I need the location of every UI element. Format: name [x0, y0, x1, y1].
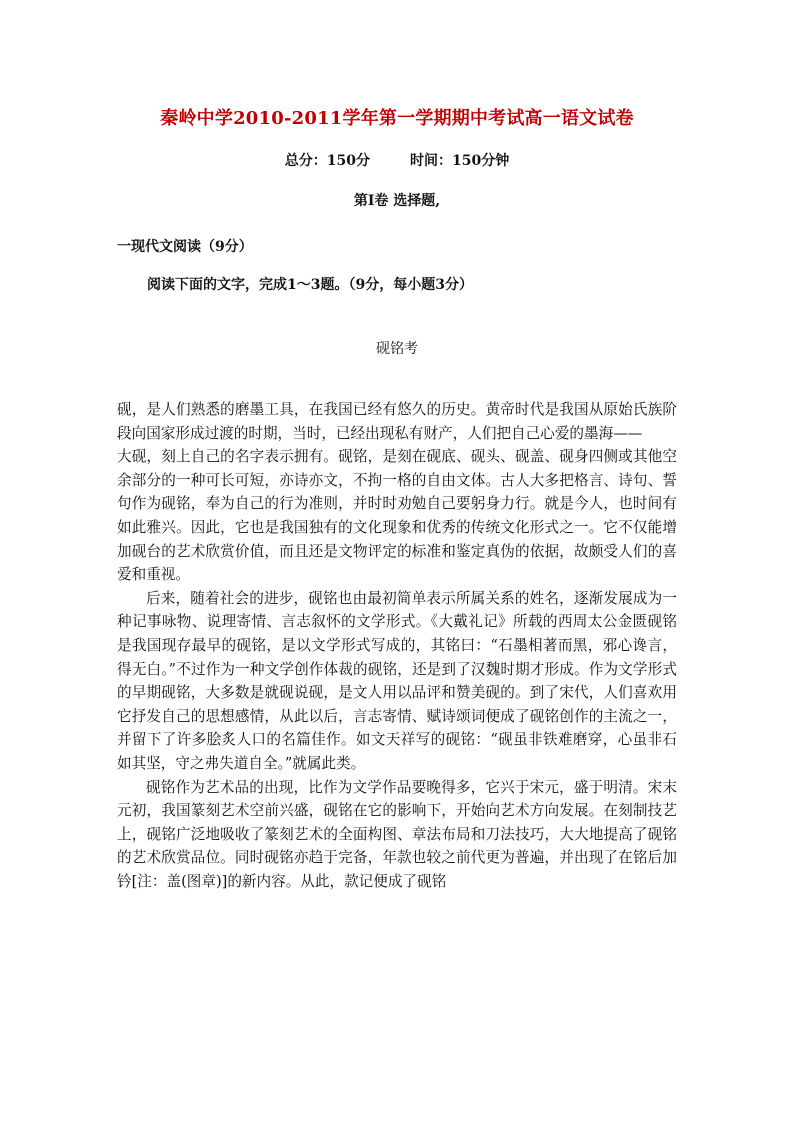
essay-paragraph: 砚，是人们熟悉的磨墨工具，在我国已经有悠久的历史。黄帝时代是我国从原始氏族阶段向国家形成过渡的时期，当时，已经出现私有财产，人们把自己心爱的墨海—— — [117, 401, 677, 442]
exam-meta — [0, 150, 794, 170]
essay-title: 砚铭考 — [376, 341, 418, 357]
reading-instruction: 阅读下面的文字，完成1～3题。（9分，每小题3分） — [147, 277, 473, 293]
part-heading: 第Ⅰ卷 选择题, — [353, 193, 441, 209]
essay-paragraph: 砚铭作为艺术品的出现，比作为文学作品要晚得多，它兴于宋元，盛于明清。宋末元初，我国篆刻艺术空前兴盛，砚铭在它的影响下，开始向艺术方向发展。在刻制技艺上，砚铭广泛地吸收了篆刻艺术的全面构图、章法布局和刀法技巧，大大地提高了砚铭的艺术欣赏品位。同时砚铭亦趋于完备，年款也较之前代更为普遍，并出现了在铭后加钤[注：盖(图章)]的新内容。从此，款记便成了砚铭 — [117, 778, 677, 890]
section-heading: 一现代文阅读（9分） — [117, 239, 253, 255]
total-score: 总分：150分 — [284, 153, 370, 169]
essay-paragraph: 大砚，刻上自己的名字表示拥有。砚铭，是刻在砚底、砚头、砚盖、砚身四侧或其他空余部分的一种可长可短，亦诗亦文，不拘一格的自由文体。古人大多把格言、诗句、誓句作为砚铭，奉为自己的行为准则，并时时劝勉自己要躬身力行。就是今人，也时间有如此雅兴。因此，它也是我国独有的文化现象和优秀的传统文化形式之一。它不仅能增加砚台的艺术欣赏价值，而且还是文物评定的标准和鉴定真伪的依据，故颇受人们的喜爱和重视。 — [117, 448, 677, 584]
exam-time: 时间：150分钟 — [410, 153, 510, 169]
essay-paragraph: 后来，随着社会的进步，砚铭也由最初简单表示所属关系的姓名，逐渐发展成为一种记事咏物、说理寄情、言志叙怀的文学形式。《大戴礼记》所载的西周太公金匮砚铭是我国现存最早的砚铭，是以文学形式写成的，其铭曰：“石墨相著而黑，邪心谗言，得无白。”不过作为一种文学创作体裁的砚铭，还是到了汉魏时期才形成。作为文学形式的早期砚铭，大多数是就砚说砚，是文人用以品评和赞美砚的。到了宋代，人们喜欢用它抒发自己的思想感情，从此以后，言志寄情、赋诗颂词便成了砚铭创作的主流之一，并留下了许多脍炙人口的名篇佳作。如文天祥写的砚铭：“砚虽非铁难磨穿，心虽非石如其坚，守之弗失道自全。”就属此类。 — [117, 589, 677, 772]
exam-title: 秦岭中学2010-2011学年第一学期期中考试高一语文试卷 — [160, 108, 634, 129]
essay-body — [117, 398, 677, 893]
